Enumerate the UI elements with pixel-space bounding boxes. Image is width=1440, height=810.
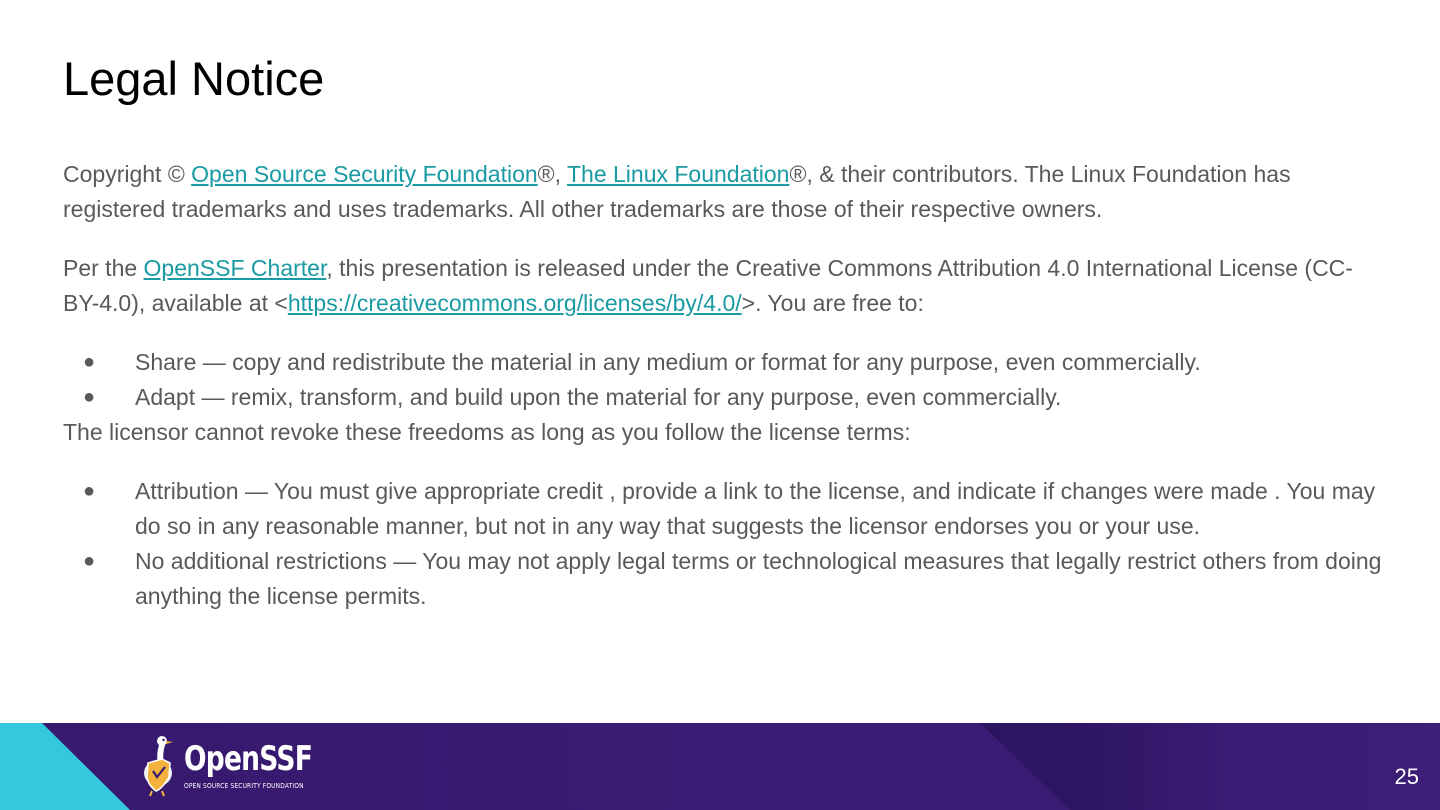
logo-wordmark: OpenSSF [184,739,313,779]
copyright-separator: , [554,161,567,187]
openssf-link[interactable]: Open Source Security Foundation [191,161,538,187]
term-no-restrictions: No additional restrictions — You may not apply legal terms or technological measures that legally restrict others from doing anything the license permits. [135,548,1382,609]
slide-body [63,157,1383,614]
freedoms-list [63,345,1383,415]
openssf-charter-link[interactable]: OpenSSF Charter [143,255,327,281]
freedom-adapt: Adapt — remix, transform, and build upon the material for any purpose, even commercially. [135,384,1062,410]
footer-right-shade [980,723,1440,810]
bullet-icon: ● [83,550,96,572]
copyright-rest: , & their contributors. The Linux Foundation has registered trademarks and uses trademarks. All other trademarks are those of their respective owners. [63,161,1291,222]
freedom-share: Share — copy and redistribute the material in any medium or format for any purpose, even commercially. [135,349,1201,375]
logo-subtitle: OPEN SOURCE SECURITY FOUNDATION [184,781,304,790]
copyright-paragraph [63,157,1383,227]
charter-prefix: Per the [63,255,144,281]
charter-middle: , this presentation is released under the Creative Commons Attribution 4.0 International License (CC-BY-4.0), available at < [63,255,1353,316]
licensor-paragraph: The licensor cannot revoke these freedoms as long as you follow the license terms: [63,419,911,445]
list-item [63,544,1383,614]
list-item [63,380,1383,415]
charter-suffix: >. You are free to: [741,290,924,316]
bullet-icon: ● [83,480,96,502]
registered-mark: ® [789,161,807,187]
slide-title: Legal Notice [63,52,325,105]
list-item [63,474,1383,544]
charter-paragraph [63,251,1383,321]
bullet-icon: ● [83,351,96,373]
term-attribution: Attribution — You must give appropriate credit , provide a link to the license, and indicate if changes were made . You may do so in any reasonable manner, but not in any way that suggests the licensor endorses you or your use. [135,478,1376,539]
bullet-icon: ● [83,386,96,408]
license-url-link[interactable]: https://creativecommons.org/licenses/by/4.0/ [287,290,742,316]
slide-footer [0,723,1440,810]
list-item [63,345,1383,380]
linux-foundation-link[interactable]: The Linux Foundation [566,161,790,187]
terms-list [63,474,1383,614]
registered-mark: ® [537,161,555,187]
openssf-logo [140,731,340,801]
goose-shield-icon [140,733,180,797]
footer-cyan-accent [0,723,140,810]
page-number: 25 [1394,764,1419,789]
copyright-prefix: Copyright © [63,161,192,187]
